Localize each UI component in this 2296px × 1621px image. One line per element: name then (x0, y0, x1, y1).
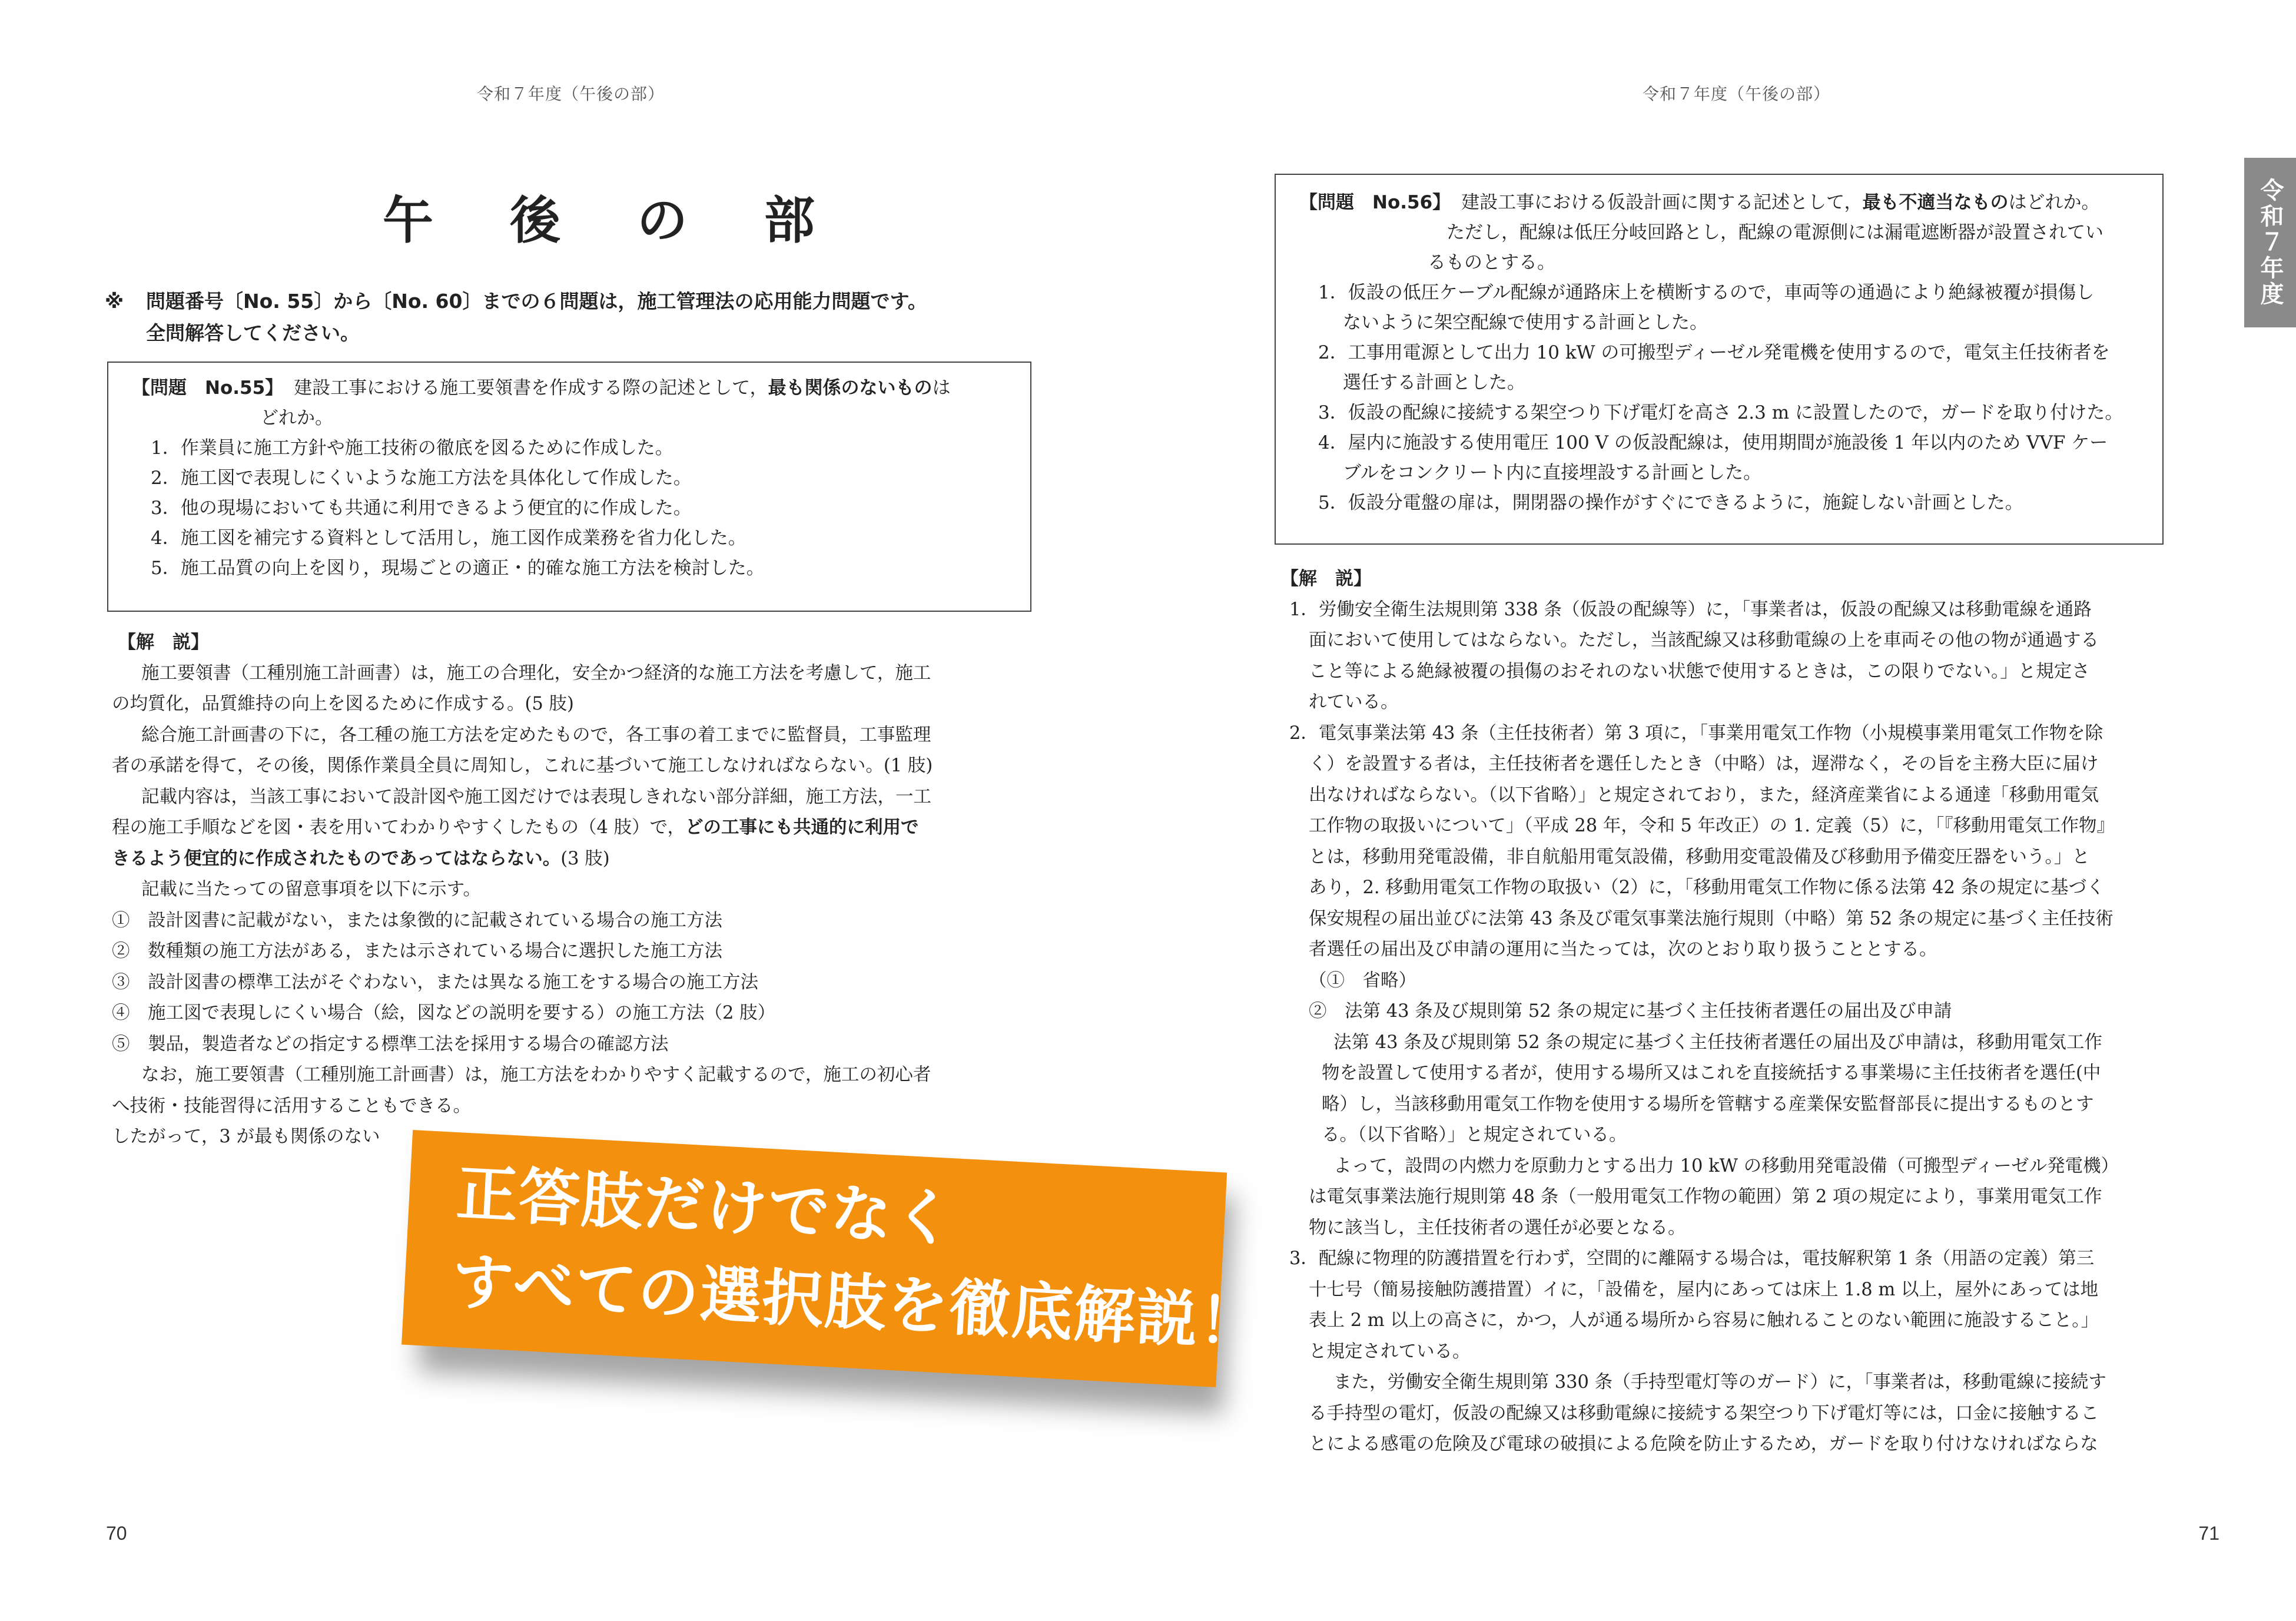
option-2: 2．工事用電源として出力 10 kW の可搬型ディーゼル発電機を使用するので，電気主任技術者を (1318, 342, 2110, 363)
explanation-line: なお，施工要領書（工種別施工計画書）は，施工方法をわかりやすく記載するので，施工の初心者 (141, 1065, 931, 1085)
explanation-line: 出なければならない。（以下省略）」と規定されており，また，経済産業省による通達「移動用電気 (1309, 784, 2099, 805)
explanation-line: る手持型の電灯，仮設の配線又は移動電線に接続する架空つり下げ電灯等には，口金に接触するこ (1309, 1403, 2099, 1424)
explanation-line: とによる感電の危険及び電球の破損による危険を防止するため，ガードを取り付けなければならな (1309, 1434, 2098, 1454)
question-text-bold: 最も不適当なもの (1862, 192, 2009, 213)
option-4: 4．施工図を補完する資料として活用し，施工図作成業務を省力化した。 (151, 528, 746, 549)
explanation-line: 1．労働安全衛生法規則第 338 条（仮設の配線等）に，「事業者は，仮設の配線又は移動電線を通路 (1289, 599, 2092, 620)
explanation-line: 総合施工計画書の下に，各工種の施工方法を定めたもので，各工事の着工までに監督員，工事監理 (141, 724, 931, 745)
explanation-line: 法第 43 条及び規則第 52 条の規定に基づく主任技術者選任の届出及び申請は，移動用電気工作 (1333, 1032, 2102, 1053)
explanation-heading: 【解 説】 (1280, 568, 1372, 589)
option-5: 5．施工品質の向上を図り，現場ごとの適正・的確な施工方法を検討した。 (151, 558, 765, 579)
explanation-line (112, 813, 1030, 844)
option-4: 4．屋内に施設する使用電圧 100 V の仮設配線は，使用期間が施設後 1 年以内のため VVF ケー (1318, 432, 2108, 453)
explanation-list-item: ④ 施工図で表現しにくい場合（絵，図などの説明を要する）の施工方法（2 肢） (112, 1003, 776, 1023)
promo-banner-wrap (401, 1130, 1263, 1402)
question-text-bold: 最も関係のないもの (768, 377, 933, 399)
explanation-list-item: ⑤ 製品，製造者などの指定する標準工法を採用する場合の確認方法 (112, 1033, 669, 1055)
note-mark: ※ (105, 290, 124, 313)
question-stem (1299, 188, 2145, 218)
option-1: 1．仮設の低圧ケーブル配線が通路床上を横断するので，車両等の通過により絶縁被覆が損傷し (1318, 282, 2095, 303)
explanation-line: 面において使用してはならない。ただし，当該配線又は移動電線の上を車両その他の物が通過する (1309, 630, 2099, 651)
page-number: 70 (106, 1523, 127, 1544)
right-page (1148, 0, 2296, 1621)
explanation-line: く）を設置する者は，主任技術者を選任したとき（中略）は，遅滞なく，その旨を主務大臣に届け (1309, 754, 2099, 774)
running-head: 令和７年度（午後の部） (1643, 84, 1831, 104)
option-5: 5．仮設分電盤の扉は，開閉器の操作がすぐにできるように，施錠しない計画とした。 (1318, 492, 2023, 513)
year-side-tab: 令和７年度 (2244, 158, 2296, 327)
explanation-line: る。（以下省略）」と規定されている。 (1322, 1125, 1627, 1145)
question-box-55 (107, 362, 1031, 612)
explanation-text: (3 肢) (560, 848, 610, 869)
question-text-after: はどれか。 (2008, 192, 2100, 213)
explanation-line: また，労働安全衛生規則第 330 条（手持型電灯等のガード）に，「事業者は，移動電線に接続す (1333, 1372, 2106, 1393)
explanation-heading: 【解 説】 (118, 632, 209, 653)
question-stem-cont: るものとする。 (1428, 252, 1555, 273)
explanation-56 (1275, 563, 2164, 1460)
explanation-list-item: ③ 設計図書の標準工法がそぐわない，または異なる施工をする場合の施工方法 (112, 972, 758, 993)
explanation-line: へ技術・技能習得に活用することもできる。 (112, 1095, 471, 1116)
option-3: 3．仮設の配線に接続する架空つり下げ電灯を高さ 2.3 m に設置したので，ガードを取り付けた。 (1318, 402, 2124, 423)
explanation-line (112, 844, 1030, 875)
explanation-line: 十七号（簡易接触防護措置）イに，「設備を，屋内にあっては床上 1.8 m 以上，屋外にあっては地 (1309, 1279, 2099, 1300)
option-3: 3．他の現場においても共通に利用できるよう便宜的に作成した。 (151, 498, 692, 519)
promo-line-1: 正答肢だけでなく (454, 1157, 957, 1255)
question-text-before: 建設工事における施工要領書を作成する際の記述として， (294, 377, 768, 399)
explanation-line: 表上 2 m 以上の高さに，かつ，人が通る場所から容易に触れることのない範囲に施設すること。」 (1309, 1310, 2099, 1331)
explanation-line: れている。 (1309, 692, 1399, 712)
section-title: 午 後 の 部 (383, 191, 844, 250)
explanation-line: あり，2. 移動用電気工作物の取扱い（2）に，「移動用電気工作物に係る法第 42 条の規定に基づく (1309, 877, 2105, 898)
running-head: 令和７年度（午後の部） (477, 84, 665, 104)
explanation-line: 3．配線に物理的防護措置を行わず，空間的に離隔する場合は，電技解釈第 1 条（用語の定義）第三 (1289, 1248, 2095, 1269)
question-text-before: 建設工事における仮設計画に関する記述として， (1461, 192, 1863, 213)
question-text-after: は (932, 377, 951, 399)
promo-line-2: すべての選択肢を徹底解説！ (450, 1245, 1263, 1360)
explanation-list-item: ② 数種類の施工方法がある，または示されている場合に選択した施工方法 (112, 941, 722, 962)
explanation-line: 施工要領書（工種別施工計画書）は，施工の合理化，安全かつ経済的な施工方法を考慮して，施工 (141, 662, 931, 684)
question-label: 【問題 No.55】 (132, 377, 284, 399)
explanation-line: したがって，3 が最も関係のない (112, 1126, 380, 1147)
option-4-cont: ブルをコンクリート内に直接埋設する計画とした。 (1343, 462, 1762, 483)
note-line-1: 問題番号〔No. 55〕から〔No. 60〕までの６問題は，施工管理法の応用能力問題です。 (146, 290, 927, 313)
explanation-line: 2．電気事業法第 43 条（主任技術者）第 3 項に，「事業用電気工作物（小規模事業用電気工作物を除 (1289, 722, 2103, 744)
explanation-line: 記載に当たっての留意事項を以下に示す。 (141, 879, 482, 900)
explanation-line: こと等による絶縁被覆の損傷のおそれのない状態で使用するときは，この限りでない。」と規定さ (1309, 661, 2090, 682)
explanation-line: 者の承諾を得て，その後，関係作業員全員に周知し，これに基づいて施工しなければならない。(1 肢) (112, 755, 933, 776)
explanation-line: とは，移動用発電設備，非自航船用電気設備，移動用変電設備及び移動用予備変圧器をいう。」と (1309, 846, 2090, 867)
intro-note (105, 286, 1023, 349)
explanation-line: の均質化，品質維持の向上を図るために作成する。(5 肢) (112, 694, 574, 714)
explanation-line: 保安規程の届出並びに法第 43 条及び電気事業法施行規則（中略）第 52 条の規定に基づく主任技術 (1309, 908, 2113, 929)
explanation-line: ② 法第 43 条及び規則第 52 条の規定に基づく主任技術者選任の届出及び申請 (1309, 1001, 1952, 1022)
option-1: 1．作業員に施工方針や施工技術の徹底を図るために作成した。 (151, 437, 673, 459)
explanation-text: 程の施工手順などを図・表を用いてわかりやすくしたもの（4 肢）で， (112, 817, 685, 838)
explanation-line: 者選任の届出及び申請の運用に当たっては，次のとおり取り扱うこととする。 (1309, 939, 1937, 960)
explanation-bold-text: どの工事にも共通的に利用で (685, 817, 919, 838)
explanation-line: 略）し，当該移動用電気工作物を使用する場所を管轄する産業保安監督部長に提出するものとす (1322, 1093, 2094, 1115)
option-2-cont: 選任する計画とした。 (1343, 372, 1525, 393)
note-line-2: 全問解答してください。 (146, 321, 360, 344)
option-2: 2．施工図で表現しにくいような施工方法を具体化して作成した。 (151, 468, 692, 489)
explanation-line: 物に該当し，主任技術者の選任が必要となる。 (1309, 1217, 1686, 1238)
question-stem-cont: どれか。 (260, 407, 333, 429)
question-label: 【問題 No.56】 (1299, 192, 1451, 213)
promo-banner (402, 1130, 1263, 1387)
explanation-line: と規定されている。 (1309, 1341, 1471, 1362)
explanation-list-item: ① 設計図書に記載がない，または象徴的に記載されている場合の施工方法 (112, 910, 722, 931)
explanation-line: （① 省略） (1309, 970, 1416, 991)
explanation-line: 物を設置して使用する者が，使用する場所又はこれを直接統括する事業場に主任技術者を選任(中 (1322, 1063, 2101, 1083)
explanation-bold-text: きるよう便宜的に作成されたものであってはならない。 (112, 848, 561, 869)
page-number: 71 (2198, 1523, 2219, 1544)
explanation-line: 工作物の取扱いについて」（平成 28 年，令和 5 年改正）の 1. 定義（5）に，「『移動用電気工作物』 (1309, 816, 2115, 836)
explanation-line: よって，設問の内燃力を原動力とする出力 10 kW の移動用発電設備（可搬型ディーゼル発電機） (1333, 1155, 2119, 1176)
explanation-55 (112, 627, 1030, 1153)
question-stem (132, 373, 1013, 403)
question-stem-cont: ただし，配線は低圧分岐回路とし，配線の電源側には漏電遮断器が設置されてい (1446, 222, 2103, 243)
explanation-line: は電気事業法施行規則第 48 条（一般用電気工作物の範囲）第 2 項の規定により，事業用電気工作 (1309, 1186, 2102, 1207)
explanation-line: 記載内容は，当該工事において設計図や施工図だけでは表現しきれない部分詳細，施工方法，一工 (141, 786, 931, 807)
option-1-cont: ないように架空配線で使用する計画とした。 (1343, 312, 1708, 333)
question-box-56 (1275, 174, 2164, 545)
